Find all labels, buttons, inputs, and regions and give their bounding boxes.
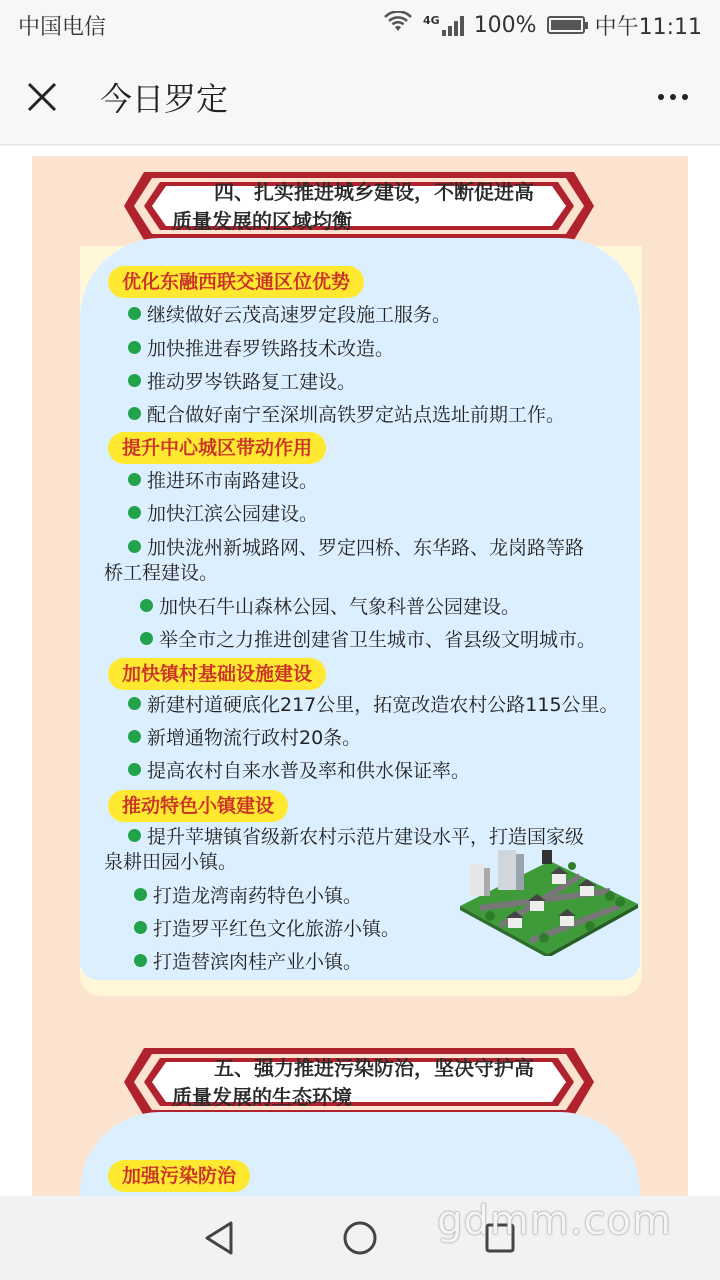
list-item-continued: 桥工程建设。 (104, 562, 219, 584)
battery-percent: 100% (473, 12, 537, 38)
home-circle-icon (342, 1220, 378, 1256)
list-item: 打造替滨肉桂产业小镇。 (134, 949, 362, 975)
list-item: 配合做好南宁至深圳高铁罗定站点选址前期工作。 (128, 402, 565, 428)
bullet-dot-icon (128, 763, 141, 776)
list-item: 新建村道硬底化217公里，拓宽改造农村公路115公里。 (128, 692, 619, 718)
battery-icon (547, 16, 585, 34)
home-button[interactable] (338, 1216, 382, 1260)
bullet-dot-icon (140, 599, 153, 612)
list-item: 打造龙湾南药特色小镇。 (134, 883, 362, 909)
bullet-dot-icon (140, 632, 153, 645)
list-item: 加快泷州新城路网、罗定四桥、东华路、龙岗路等路 (128, 535, 584, 561)
bullet-dot-icon (128, 506, 141, 519)
list-item: 加快推进春罗铁路技术改造。 (128, 336, 394, 362)
article-content[interactable] (0, 146, 720, 1196)
list-item: 新增通物流行政村20条。 (128, 725, 361, 751)
bullet-dot-icon (134, 888, 147, 901)
back-button[interactable] (198, 1216, 242, 1260)
list-item: 推动罗岑铁路复工建设。 (128, 369, 356, 395)
list-item: 打造罗平红色文化旅游小镇。 (134, 916, 400, 942)
list-item-continued: 泉耕田园小镇。 (104, 851, 238, 873)
bullet-dot-icon (134, 921, 147, 934)
bullet-dot-icon (128, 697, 141, 710)
close-icon (26, 81, 58, 113)
network-type: 4G (423, 13, 440, 27)
wifi-icon (383, 11, 413, 39)
bullet-dot-icon (128, 307, 141, 320)
carrier-label: 中国电信 (18, 14, 107, 40)
more-dot-icon (658, 94, 664, 100)
group-label-towns: 推动特色小镇建设 (108, 790, 288, 822)
group-label-city: 提升中心城区带动作用 (108, 432, 326, 464)
list-item: 提升苹塘镇省级新农村示范片建设水平，打造国家级 (128, 824, 584, 850)
bullet-dot-icon (128, 473, 141, 486)
town-illustration-icon (460, 846, 638, 956)
bullet-dot-icon (128, 407, 141, 420)
section5-banner (124, 1046, 594, 1116)
section4-banner (124, 170, 594, 240)
section4-title: 四、扎实推进城乡建设，不断促进高 质量发展的区域均衡 (172, 180, 534, 233)
list-item: 举全市之力推进创建省卫生城市、省县级文明城市。 (140, 627, 596, 653)
watermark-logo: gdmm.com (437, 1198, 672, 1244)
title-bar (0, 50, 720, 145)
group-label-pollution: 加强污染防治 (108, 1160, 250, 1192)
bullet-dot-icon (128, 730, 141, 743)
bullet-dot-icon (128, 341, 141, 354)
bullet-dot-icon (128, 829, 141, 842)
more-dot-icon (670, 94, 676, 100)
list-item: 推进环市南路建设。 (128, 468, 318, 494)
back-triangle-icon (203, 1220, 237, 1256)
close-button[interactable] (22, 77, 62, 117)
status-icons (383, 10, 702, 41)
list-item: 继续做好云茂高速罗定段施工服务。 (128, 302, 451, 328)
more-dot-icon (682, 94, 688, 100)
more-options-button[interactable] (648, 77, 698, 117)
bullet-dot-icon (134, 954, 147, 967)
list-item: 加快石牛山森林公园、气象科普公园建设。 (140, 594, 520, 620)
list-item: 提高农村自来水普及率和供水保证率。 (128, 758, 470, 784)
section5-title: 五、强力推进污染防治，坚决守护高 质量发展的生态环境 (172, 1056, 534, 1109)
group-label-transport: 优化东融西联交通区位优势 (108, 266, 364, 298)
page-title: 今日罗定 (100, 80, 229, 118)
bullet-dot-icon (128, 374, 141, 387)
list-item: 加快江滨公园建设。 (128, 501, 318, 527)
signal-icon (442, 14, 464, 36)
status-bar (0, 0, 720, 50)
clock: 中午11:11 (594, 14, 702, 40)
bullet-dot-icon (128, 540, 141, 553)
infographic-poster (32, 156, 688, 1196)
group-label-infrastructure: 加快镇村基础设施建设 (108, 658, 326, 690)
